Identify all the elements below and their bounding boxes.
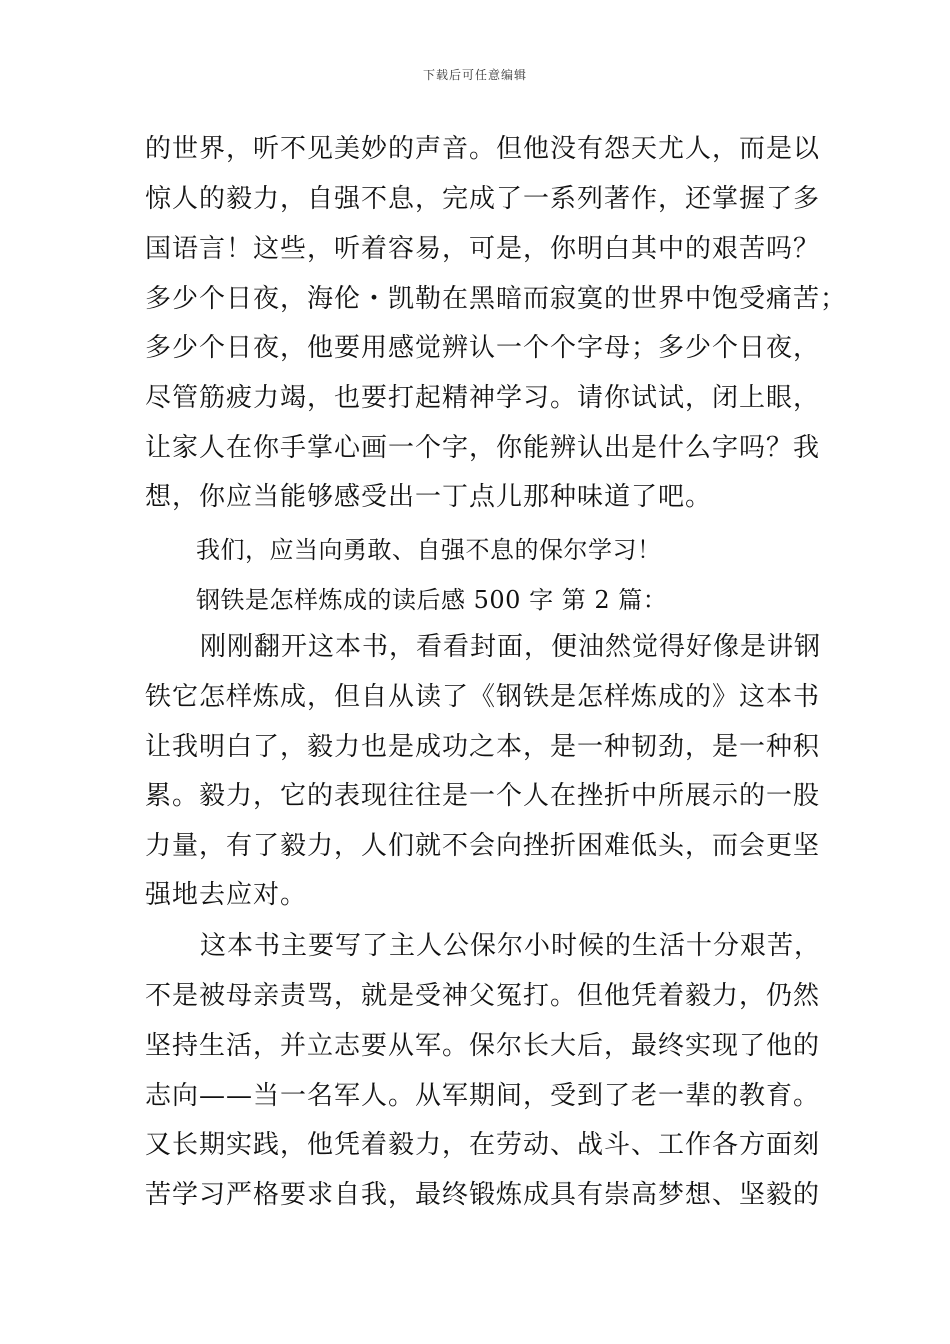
text-line: 的世界，听不见美妙的声音。但他没有怨天尤人，而是以	[145, 134, 821, 164]
page-header: 下载后可任意编辑	[422, 68, 527, 82]
text-line: 惊人的毅力，自强不息，完成了一系列著作，还掌握了多	[145, 184, 821, 214]
text-line: 国语言！这些，听着容易，可是，你明白其中的艰苦吗？	[145, 234, 821, 264]
text-line: 铁它怎样炼成，但自从读了《钢铁是怎样炼成的》这本书	[145, 682, 821, 712]
text-line: 强地去应对。	[145, 880, 308, 910]
text-line: 坚持生活，并立志要从军。保尔长大后，最终实现了他的	[145, 1031, 821, 1061]
text-line: 累。毅力，它的表现往往是一个人在挫折中所展示的一股	[145, 781, 821, 811]
text-line: 力量，有了毅力，人们就不会向挫折困难低头，而会更坚	[145, 831, 821, 861]
text-line: 苦学习严格要求自我，最终锻炼成具有崇高梦想、坚毅的	[145, 1180, 821, 1210]
text-line: 想，你应当能够感受出一丁点儿那种味道了吧。	[145, 482, 713, 512]
section-heading: 钢铁是怎样炼成的读后感 500 字 第 2 篇：	[196, 586, 668, 614]
text-line: 多少个日夜，他要用感觉辨认一个个字母；多少个日夜，	[145, 333, 821, 363]
text-line: 让家人在你手掌心画一个字，你能辨认出是什么字吗？我	[145, 433, 821, 463]
text-line: 让我明白了，毅力也是成功之本，是一种韧劲，是一种积	[145, 732, 821, 762]
text-line: 这本书主要写了主人公保尔小时候的生活十分艰苦，	[200, 931, 822, 961]
text-line: 志向——当一名军人。从军期间，受到了老一辈的教育。	[145, 1081, 821, 1111]
text-line: 不是被母亲责骂，就是受神父冤打。但他凭着毅力，仍然	[145, 981, 821, 1011]
text-line: 多少个日夜，海伦・凯勒在黑暗而寂寞的世界中饱受痛苦；	[145, 284, 848, 314]
text-line: 刚刚翻开这本书，看看封面，便油然觉得好像是讲钢	[200, 632, 822, 662]
text-line: 尽管筋疲力竭，也要打起精神学习。请你试试，闭上眼，	[145, 383, 821, 413]
paragraph-line: 我们，应当向勇敢、自强不息的保尔学习！	[196, 536, 662, 564]
text-line: 又长期实践，他凭着毅力，在劳动、战斗、工作各方面刻	[145, 1130, 821, 1160]
